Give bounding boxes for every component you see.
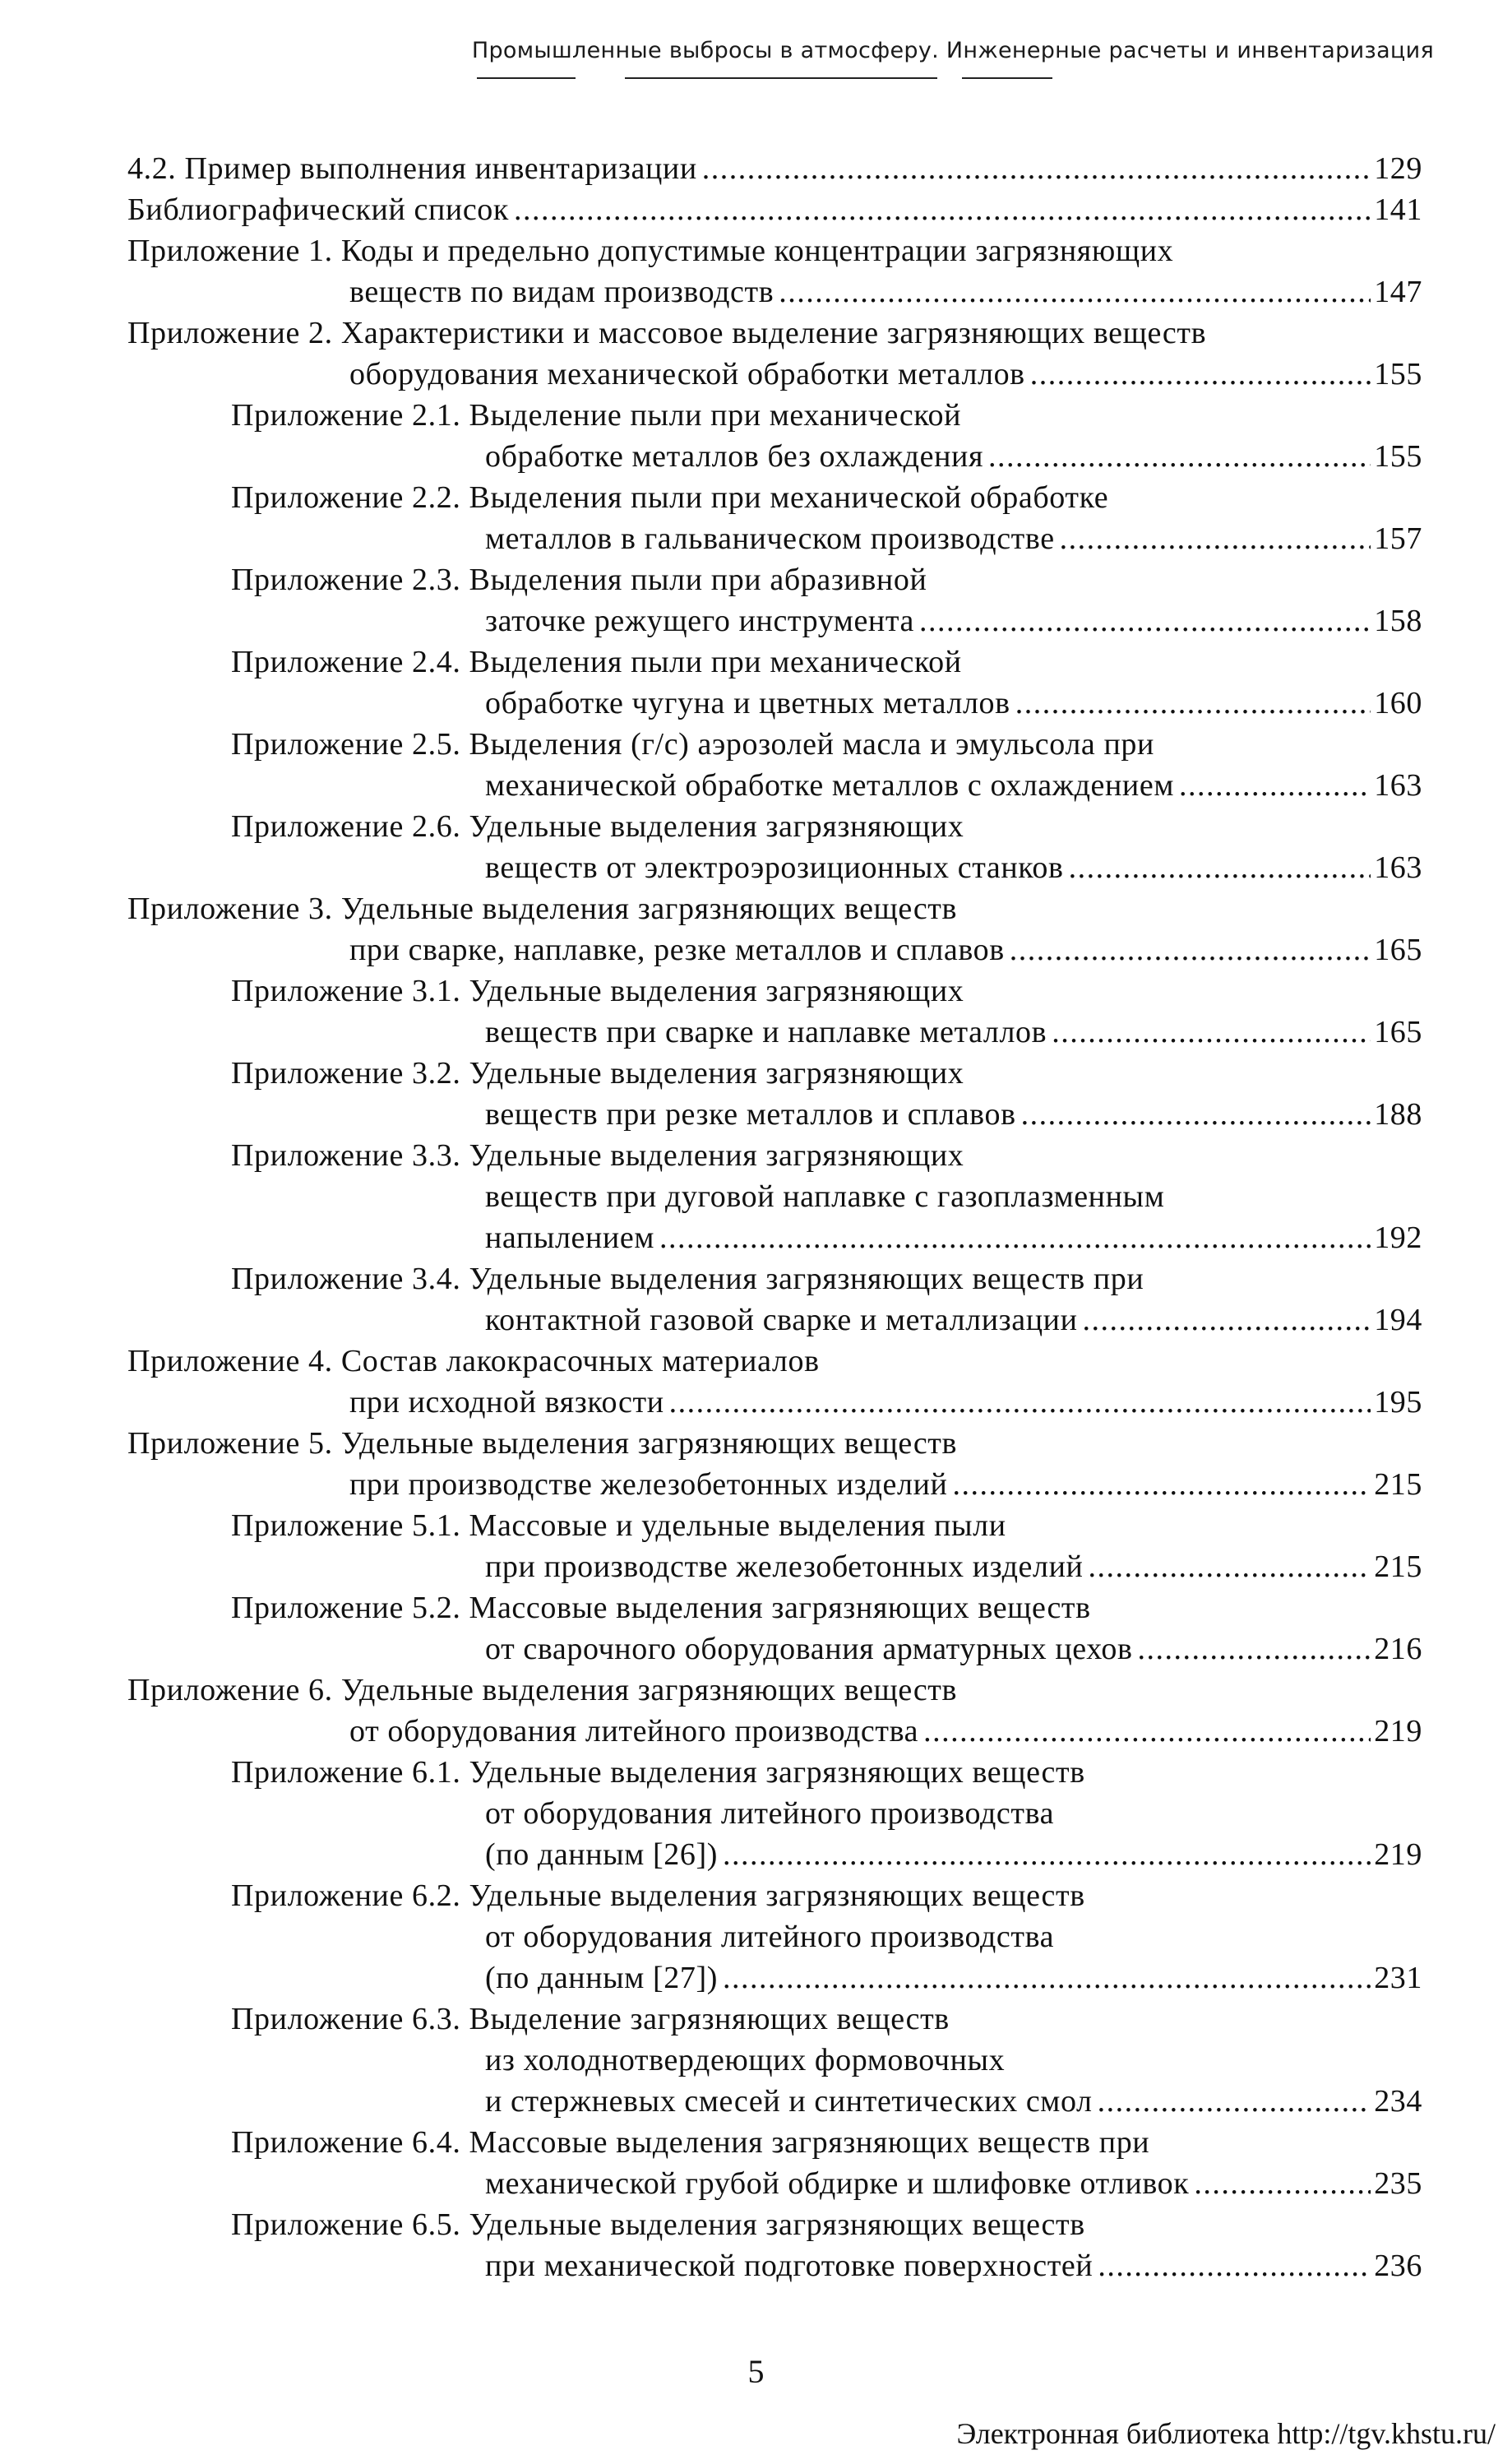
- toc-entry[interactable]: [127, 2122, 1422, 2204]
- toc-page-number: 163: [1374, 850, 1422, 885]
- toc-entry-line: Приложение 4. Состав лакокрасочных материалов: [127, 1344, 820, 1378]
- toc-entry-title: веществ при резке металлов и сплавов: [485, 1097, 1016, 1132]
- toc-entry[interactable]: [127, 1423, 1422, 1505]
- toc-page-number: 188: [1374, 1097, 1422, 1132]
- footer-credit: Электронная библиотека http://tgv.khstu.ru/: [956, 2417, 1496, 2450]
- dot-leader: [1010, 929, 1371, 970]
- toc-entry-title: и стержневых смесей и синтетических смол: [485, 2084, 1093, 2119]
- toc-entry[interactable]: [127, 1258, 1422, 1341]
- toc-entry[interactable]: [127, 395, 1422, 477]
- toc-page-number: 157: [1374, 521, 1422, 556]
- toc-entry-line: Приложение 3.4. Удельные выделения загрязняющих веществ при: [231, 1262, 1144, 1296]
- dot-leader: [702, 148, 1371, 189]
- dot-leader: [779, 271, 1371, 313]
- dot-leader: [1088, 1546, 1371, 1587]
- toc-entry-title: при производстве железобетонных изделий: [349, 1467, 948, 1502]
- toc-page-number: 236: [1374, 2249, 1422, 2283]
- toc-entry-title: от сварочного оборудования арматурных цехов: [485, 1632, 1133, 1666]
- toc-entry-line: Приложение 3.2. Удельные выделения загрязняющих: [231, 1056, 964, 1091]
- toc-entry-title: заточке режущего инструмента: [485, 604, 914, 638]
- toc-entry-line: Приложение 1. Коды и предельно допустимые концентрации загрязняющих: [127, 234, 1174, 268]
- toc-page-number: 163: [1374, 768, 1422, 803]
- dot-leader: [1179, 765, 1371, 806]
- toc-entry-title: металлов в гальваническом производстве: [485, 521, 1055, 556]
- toc-entry-line: Приложение 2.1. Выделение пыли при механической: [231, 398, 962, 433]
- toc-page-number: 215: [1374, 1467, 1422, 1502]
- toc-page-number: 195: [1374, 1385, 1422, 1420]
- toc-entry-line: Приложение 3.3. Удельные выделения загрязняющих: [231, 1138, 964, 1173]
- toc-entry-line: Приложение 2.3. Выделения пыли при абразивной: [231, 563, 927, 597]
- toc-entry-line: Приложение 5.1. Массовые и удельные выделения пыли: [231, 1508, 1006, 1543]
- toc-entry[interactable]: [127, 1505, 1422, 1587]
- toc-page-number: 141: [1374, 192, 1422, 227]
- toc-entry-title: от оборудования литейного производства: [349, 1714, 919, 1748]
- toc-entry-line: веществ при дуговой наплавке с газоплазменным: [485, 1179, 1165, 1214]
- toc-entry[interactable]: [127, 313, 1422, 395]
- dot-leader: [1083, 1299, 1371, 1341]
- toc-entry[interactable]: [127, 230, 1422, 313]
- dot-leader: [988, 436, 1371, 477]
- toc-entry-title: веществ по видам производств: [349, 275, 774, 309]
- toc-entry-title: (по данным [26]): [485, 1837, 719, 1872]
- dot-leader: [1098, 2081, 1371, 2122]
- toc-page-number: 194: [1374, 1303, 1422, 1337]
- toc-entry-title: при сварке, наплавке, резке металлов и сплавов: [349, 933, 1005, 967]
- toc-entry[interactable]: [127, 477, 1422, 559]
- toc-entry-title: контактной газовой сварке и металлизации: [485, 1303, 1078, 1337]
- toc-entry[interactable]: [127, 1341, 1422, 1423]
- dot-leader: [723, 1834, 1371, 1875]
- toc-entry-line: Приложение 5. Удельные выделения загрязняющих веществ: [127, 1426, 958, 1461]
- toc-page-number: 158: [1374, 604, 1422, 638]
- toc-entry-line: Приложение 6.5. Удельные выделения загрязняющих веществ: [231, 2207, 1085, 2242]
- toc-page-number: 129: [1374, 151, 1422, 186]
- toc-entry-title: Библиографический список: [127, 192, 509, 227]
- toc-page-number: 235: [1374, 2166, 1422, 2201]
- toc-entry-line: Приложение 2.5. Выделения (г/с) аэрозолей масла и эмульсола при: [231, 727, 1154, 762]
- toc-entry-title: при производстве железобетонных изделий: [485, 1549, 1084, 1584]
- toc-entry[interactable]: [127, 641, 1422, 724]
- toc-entry[interactable]: [127, 1587, 1422, 1670]
- toc-page-number: 165: [1374, 1015, 1422, 1049]
- toc-page-number: 155: [1374, 357, 1422, 391]
- toc-entry-title: напылением: [485, 1220, 654, 1255]
- dot-leader: [659, 1217, 1371, 1258]
- toc-entry-line: из холоднотвердеющих формовочных: [485, 2043, 1006, 2077]
- toc-entry-line: от оборудования литейного производства: [485, 1796, 1055, 1831]
- toc-page-number: 147: [1374, 275, 1422, 309]
- toc-entry[interactable]: [127, 888, 1422, 970]
- toc-entry[interactable]: [127, 1999, 1422, 2122]
- dot-leader: [1138, 1628, 1371, 1670]
- toc-entry[interactable]: [127, 2204, 1422, 2286]
- toc-entry-title: при механической подготовке поверхностей: [485, 2249, 1094, 2283]
- toc-page-number: 231: [1374, 1961, 1422, 1995]
- toc-entry-line: Приложение 3. Удельные выделения загрязняющих веществ: [127, 892, 958, 926]
- toc-entry-line: Приложение 2. Характеристики и массовое выделение загрязняющих веществ: [127, 316, 1207, 350]
- dot-leader: [1098, 2245, 1371, 2286]
- header-rule: [477, 77, 1052, 79]
- toc-entry-line: Приложение 3.1. Удельные выделения загрязняющих: [231, 974, 964, 1008]
- toc-entry-line: Приложение 6.1. Удельные выделения загрязняющих веществ: [231, 1755, 1085, 1790]
- toc-entry[interactable]: [127, 1053, 1422, 1135]
- toc-page-number: 219: [1374, 1837, 1422, 1872]
- dot-leader: [723, 1957, 1371, 1999]
- toc-entry-title: обработке металлов без охлаждения: [485, 439, 984, 474]
- dot-leader: [1069, 847, 1371, 888]
- dot-leader: [1030, 354, 1371, 395]
- toc-page-number: 216: [1374, 1632, 1422, 1666]
- dot-leader: [1194, 2163, 1371, 2204]
- toc-entry-line: Приложение 6.4. Массовые выделения загрязняющих веществ при: [231, 2125, 1150, 2160]
- toc-page-number: 165: [1374, 933, 1422, 967]
- toc-entry[interactable]: [127, 1875, 1422, 1999]
- toc-entry[interactable]: [127, 148, 1422, 189]
- toc-entry-line: Приложение 2.2. Выделения пыли при механической обработке: [231, 480, 1109, 515]
- toc-entry[interactable]: [127, 189, 1422, 230]
- dot-leader: [514, 189, 1371, 230]
- toc-entry-title: механической обработке металлов с охлаждением: [485, 768, 1174, 803]
- toc-entry-line: Приложение 6.2. Удельные выделения загрязняющих веществ: [231, 1878, 1085, 1913]
- dot-leader: [1021, 1094, 1371, 1135]
- toc-entry-title: механической грубой обдирке и шлифовке отливок: [485, 2166, 1190, 2201]
- toc-entry[interactable]: [127, 559, 1422, 641]
- toc-entry-line: от оборудования литейного производства: [485, 1920, 1055, 1954]
- toc-entry-line: Приложение 2.4. Выделения пыли при механической: [231, 645, 962, 679]
- toc-entry-title: веществ при сварке и наплавке металлов: [485, 1015, 1047, 1049]
- toc-entry-line: Приложение 6.3. Выделение загрязняющих веществ: [231, 2002, 950, 2036]
- toc-entry-title: при исходной вязкости: [349, 1385, 664, 1420]
- dot-leader: [1060, 518, 1371, 559]
- dot-leader: [952, 1464, 1371, 1505]
- dot-leader: [923, 1711, 1371, 1752]
- toc-entry[interactable]: [127, 970, 1422, 1053]
- dot-leader: [1015, 683, 1371, 724]
- toc-entry-title: (по данным [27]): [485, 1961, 719, 1995]
- running-header: Промышленные выбросы в атмосферу. Инженерные расчеты и инвентаризация: [471, 38, 1434, 63]
- toc-entry-line: Приложение 6. Удельные выделения загрязняющих веществ: [127, 1673, 958, 1707]
- toc-page-number: 192: [1374, 1220, 1422, 1255]
- dot-leader: [669, 1382, 1371, 1423]
- toc-page-number: 215: [1374, 1549, 1422, 1584]
- toc-entry-title: 4.2. Пример выполнения инвентаризации: [127, 151, 697, 186]
- toc-entry-title: обработке чугуна и цветных металлов: [485, 686, 1010, 720]
- dot-leader: [919, 600, 1371, 641]
- toc-entry[interactable]: [127, 724, 1422, 806]
- toc-entry[interactable]: [127, 1135, 1422, 1258]
- toc-entry[interactable]: [127, 806, 1422, 888]
- page-number: 5: [747, 2353, 765, 2390]
- toc-entry[interactable]: [127, 1670, 1422, 1752]
- toc-entry-title: веществ от электроэрозиционных станков: [485, 850, 1064, 885]
- toc-page-number: 155: [1374, 439, 1422, 474]
- toc-entry-title: оборудования механической обработки металлов: [349, 357, 1025, 391]
- toc-page-number: 234: [1374, 2084, 1422, 2119]
- toc-page-number: 219: [1374, 1714, 1422, 1748]
- toc-entry[interactable]: [127, 1752, 1422, 1875]
- table-of-contents: [127, 148, 1422, 2286]
- toc-entry-line: Приложение 5.2. Массовые выделения загрязняющих веществ: [231, 1591, 1091, 1625]
- dot-leader: [1052, 1012, 1371, 1053]
- toc-page-number: 160: [1374, 686, 1422, 720]
- toc-entry-line: Приложение 2.6. Удельные выделения загрязняющих: [231, 809, 964, 844]
